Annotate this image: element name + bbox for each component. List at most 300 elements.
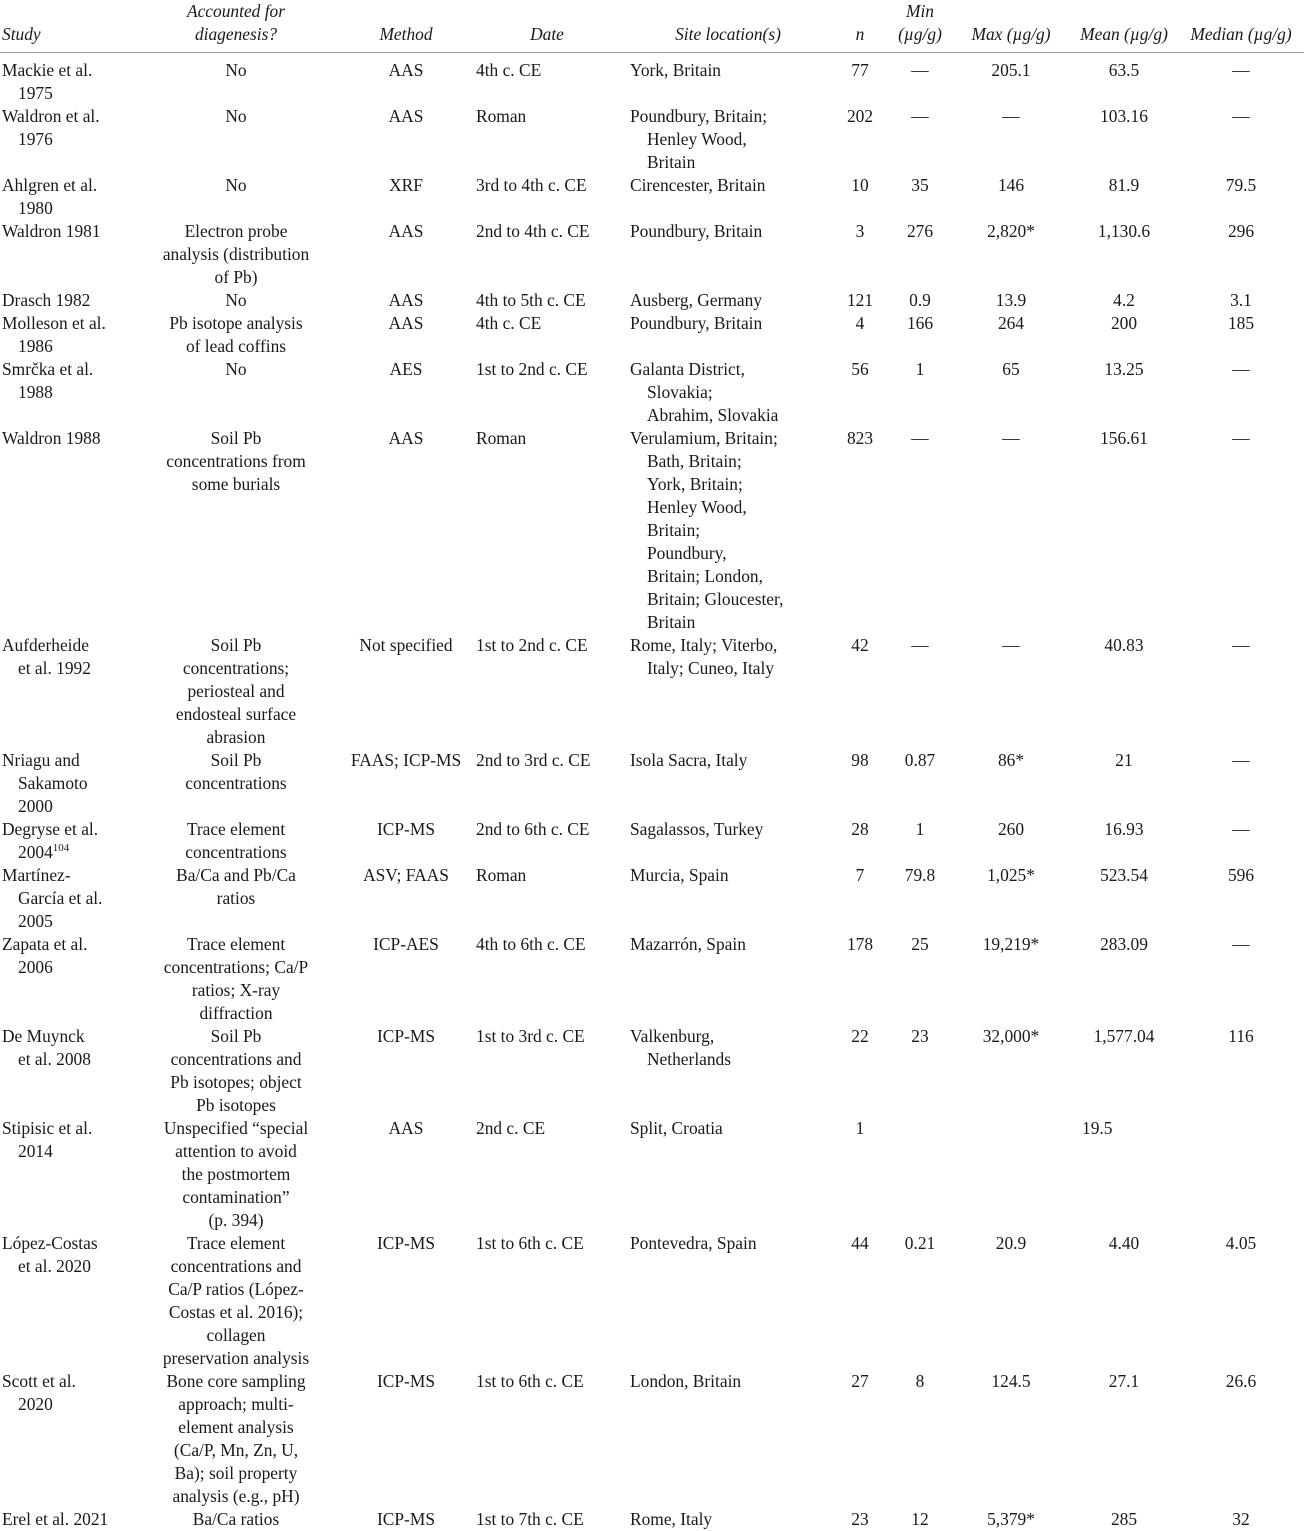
cell-site [624, 358, 832, 427]
study-line: 2014 [2, 1140, 130, 1163]
cell-method: AES [342, 358, 470, 427]
cell-min: 79.8 [888, 864, 952, 933]
site-line: Poundbury, Britain [630, 220, 832, 243]
cell-date: 1st to 7th c. CE [470, 1508, 624, 1531]
cell-min: 12 [888, 1508, 952, 1531]
accounted-line: Pb isotope analysis [130, 312, 342, 335]
site-line: Bath, Britain; [630, 450, 832, 473]
table-row [0, 933, 1304, 1025]
cell-min: 0.21 [888, 1232, 952, 1370]
cell-n: 3 [832, 220, 888, 289]
header-site: Site location(s) [624, 0, 832, 53]
cell-mean: 285 [1070, 1508, 1178, 1531]
cell-n: 56 [832, 358, 888, 427]
cell-mean: 27.1 [1070, 1370, 1178, 1508]
accounted-line: (p. 394) [130, 1209, 342, 1232]
cell-min: 35 [888, 174, 952, 220]
cell-n: 7 [832, 864, 888, 933]
accounted-line: element analysis [130, 1416, 342, 1439]
site-line: Galanta District, [630, 358, 832, 381]
accounted-line: of Pb) [130, 266, 342, 289]
cell-min: 0.87 [888, 749, 952, 818]
cell-site [624, 749, 832, 818]
cell-median: 32 [1178, 1508, 1304, 1531]
study-line: Stipisic et al. [2, 1117, 130, 1140]
accounted-line: No [130, 174, 342, 197]
cell-site [624, 427, 832, 634]
header-min-line: Min [888, 0, 952, 23]
accounted-line: concentrations and [130, 1048, 342, 1071]
accounted-line: some burials [130, 473, 342, 496]
header-min-line: (µg/g) [888, 23, 952, 46]
cell-date: 4th c. CE [470, 312, 624, 358]
accounted-line: Electron probe [130, 220, 342, 243]
cell-median: — [1178, 818, 1304, 864]
cell-median: 296 [1178, 220, 1304, 289]
cell-mean: 1,577.04 [1070, 1025, 1178, 1117]
accounted-line: endosteal surface [130, 703, 342, 726]
table-row [0, 53, 1304, 106]
cell-method: ICP-MS [342, 818, 470, 864]
cell-date: 3rd to 4th c. CE [470, 174, 624, 220]
cell-n: 10 [832, 174, 888, 220]
cell-method: ICP-MS [342, 1370, 470, 1508]
cell-date: Roman [470, 864, 624, 933]
cell-mean: 81.9 [1070, 174, 1178, 220]
cell-min: — [888, 634, 952, 749]
accounted-line: abrasion [130, 726, 342, 749]
accounted-line: analysis (distribution [130, 243, 342, 266]
cell-method: AAS [342, 427, 470, 634]
header-study: Study [0, 0, 130, 53]
cell-accounted [130, 289, 342, 312]
header-mean: Mean (µg/g) [1070, 0, 1178, 53]
header-max: Max (µg/g) [952, 0, 1070, 53]
table-body [0, 53, 1304, 1531]
cell-study [0, 818, 130, 864]
header-row [0, 0, 1304, 53]
cell-mean: 4.40 [1070, 1232, 1178, 1370]
cell-median [1178, 1117, 1304, 1232]
cell-max: 124.5 [952, 1370, 1070, 1508]
cell-site [624, 1232, 832, 1370]
cell-min: 166 [888, 312, 952, 358]
cell-min: 0.9 [888, 289, 952, 312]
header-accounted [130, 0, 342, 53]
table-row [0, 1508, 1304, 1531]
cell-study [0, 105, 130, 174]
table-row [0, 105, 1304, 174]
header-accounted-line: diagenesis? [130, 23, 342, 46]
cell-mean: 200 [1070, 312, 1178, 358]
cell-n: 42 [832, 634, 888, 749]
cell-accounted [130, 1117, 342, 1232]
accounted-line: of lead coffins [130, 335, 342, 358]
cell-min: 25 [888, 933, 952, 1025]
cell-study [0, 289, 130, 312]
cell-site [624, 1508, 832, 1531]
cell-max: 19,219* [952, 933, 1070, 1025]
study-line: Scott et al. [2, 1370, 130, 1393]
cell-study [0, 358, 130, 427]
cell-site [624, 1117, 832, 1232]
cell-accounted [130, 174, 342, 220]
cell-site [624, 864, 832, 933]
cell-median: — [1178, 427, 1304, 634]
study-line: 1976 [2, 128, 130, 151]
accounted-line: approach; multi- [130, 1393, 342, 1416]
study-line: Waldron 1988 [2, 427, 130, 450]
site-line: Poundbury, Britain [630, 312, 832, 335]
site-line: Cirencester, Britain [630, 174, 832, 197]
cell-study [0, 864, 130, 933]
cell-date: Roman [470, 427, 624, 634]
table-row [0, 1232, 1304, 1370]
site-line: Britain; London, [630, 565, 832, 588]
cell-min: 23 [888, 1025, 952, 1117]
cell-method: AAS [342, 312, 470, 358]
cell-max: 20.9 [952, 1232, 1070, 1370]
cell-median: 4.05 [1178, 1232, 1304, 1370]
site-line: Abrahim, Slovakia [630, 404, 832, 427]
accounted-line: collagen [130, 1324, 342, 1347]
site-line: Pontevedra, Spain [630, 1232, 832, 1255]
accounted-line: periosteal and [130, 680, 342, 703]
cell-study [0, 1508, 130, 1531]
site-line: York, Britain [630, 59, 832, 82]
table-row [0, 864, 1304, 933]
cell-min: 8 [888, 1370, 952, 1508]
site-line: Henley Wood, [630, 496, 832, 519]
header-median: Median (µg/g) [1178, 0, 1304, 53]
accounted-line: Trace element [130, 818, 342, 841]
cell-max: 86* [952, 749, 1070, 818]
accounted-line: Soil Pb [130, 634, 342, 657]
cell-n: 178 [832, 933, 888, 1025]
study-line: 1980 [2, 197, 130, 220]
cell-method: AAS [342, 1117, 470, 1232]
table-row [0, 818, 1304, 864]
cell-accounted [130, 749, 342, 818]
accounted-line: Trace element [130, 1232, 342, 1255]
header-n: n [832, 0, 888, 53]
cell-date: 4th to 5th c. CE [470, 289, 624, 312]
cell-max: 260 [952, 818, 1070, 864]
cell-max: — [952, 634, 1070, 749]
cell-median: — [1178, 634, 1304, 749]
site-line: Britain; [630, 519, 832, 542]
cell-accounted [130, 105, 342, 174]
study-line: García et al. [2, 887, 130, 910]
header-date: Date [470, 0, 624, 53]
cell-n: 823 [832, 427, 888, 634]
cell-mean: 21 [1070, 749, 1178, 818]
table-row [0, 1370, 1304, 1508]
accounted-line: concentrations from [130, 450, 342, 473]
header-accounted-line: Accounted for [130, 0, 342, 23]
cell-date: 1st to 2nd c. CE [470, 358, 624, 427]
study-line: Drasch 1982 [2, 289, 130, 312]
cell-study [0, 1232, 130, 1370]
accounted-line: the postmortem [130, 1163, 342, 1186]
accounted-line: Unspecified “special [130, 1117, 342, 1140]
accounted-line: ratios; X-ray [130, 979, 342, 1002]
cell-max: 13.9 [952, 289, 1070, 312]
cell-site [624, 933, 832, 1025]
cell-min: 1 [888, 818, 952, 864]
study-line: Aufderheide [2, 634, 130, 657]
cell-date: 1st to 6th c. CE [470, 1370, 624, 1508]
cell-study [0, 1117, 130, 1232]
cell-study [0, 53, 130, 106]
accounted-line: Ca/P ratios (López- [130, 1278, 342, 1301]
study-line: et al. 1992 [2, 657, 130, 680]
cell-max: 32,000* [952, 1025, 1070, 1117]
site-line: Britain [630, 151, 832, 174]
cell-accounted [130, 864, 342, 933]
study-line: Sakamoto [2, 772, 130, 795]
cell-date: 1st to 6th c. CE [470, 1232, 624, 1370]
accounted-line: contamination” [130, 1186, 342, 1209]
cell-n: 44 [832, 1232, 888, 1370]
table-row [0, 1025, 1304, 1117]
study-line: Mackie et al. [2, 59, 130, 82]
cell-median: — [1178, 53, 1304, 106]
cell-date: 4th to 6th c. CE [470, 933, 624, 1025]
table-row [0, 634, 1304, 749]
cell-accounted [130, 1025, 342, 1117]
site-line: London, Britain [630, 1370, 832, 1393]
accounted-line: Soil Pb [130, 1025, 342, 1048]
table-row [0, 312, 1304, 358]
cell-n: 1 [832, 1117, 888, 1232]
cell-method: AAS [342, 220, 470, 289]
accounted-line: concentrations; [130, 657, 342, 680]
cell-accounted [130, 358, 342, 427]
site-line: Poundbury, [630, 542, 832, 565]
study-line: Waldron 1981 [2, 220, 130, 243]
accounted-line: Trace element [130, 933, 342, 956]
accounted-line: concentrations [130, 841, 342, 864]
cell-max: 1,025* [952, 864, 1070, 933]
header-min [888, 0, 952, 53]
site-line: York, Britain; [630, 473, 832, 496]
study-line: 2005 [2, 910, 130, 933]
cell-n: 121 [832, 289, 888, 312]
cell-min: — [888, 427, 952, 634]
cell-site [624, 634, 832, 749]
cell-method: FAAS; ICP-MS [342, 749, 470, 818]
accounted-line: Ba); soil property [130, 1462, 342, 1485]
cell-method: ICP-AES [342, 933, 470, 1025]
study-line: López-Costas [2, 1232, 130, 1255]
study-line: Zapata et al. [2, 933, 130, 956]
study-line: et al. 2020 [2, 1255, 130, 1278]
accounted-line: Soil Pb [130, 749, 342, 772]
site-line: Valkenburg, [630, 1025, 832, 1048]
study-line: De Muynck [2, 1025, 130, 1048]
accounted-line: preservation analysis [130, 1347, 342, 1370]
accounted-line: Pb isotopes; object [130, 1071, 342, 1094]
cell-study [0, 312, 130, 358]
study-line: Molleson et al. [2, 312, 130, 335]
site-line: Italy; Cuneo, Italy [630, 657, 832, 680]
cell-site [624, 312, 832, 358]
cell-method: AAS [342, 53, 470, 106]
cell-median: — [1178, 933, 1304, 1025]
table-row [0, 358, 1304, 427]
cell-mean: 1,130.6 [1070, 220, 1178, 289]
cell-accounted [130, 1508, 342, 1531]
cell-n: 23 [832, 1508, 888, 1531]
cell-date: 2nd to 3rd c. CE [470, 749, 624, 818]
accounted-line: Ba/Ca and Pb/Ca [130, 864, 342, 887]
cell-date: 2nd to 6th c. CE [470, 818, 624, 864]
site-line: Poundbury, Britain; [630, 105, 832, 128]
cell-n: 77 [832, 53, 888, 106]
cell-accounted [130, 1232, 342, 1370]
site-line: Sagalassos, Turkey [630, 818, 832, 841]
site-line: Slovakia; [630, 381, 832, 404]
site-line: Britain [630, 611, 832, 634]
study-line: Waldron et al. [2, 105, 130, 128]
accounted-line: No [130, 59, 342, 82]
site-line: Split, Croatia [630, 1117, 832, 1140]
cell-study [0, 933, 130, 1025]
cell-method: AAS [342, 289, 470, 312]
study-line: Degryse et al. [2, 818, 130, 841]
cell-method: AAS [342, 105, 470, 174]
site-line: Britain; Gloucester, [630, 588, 832, 611]
cell-date: 4th c. CE [470, 53, 624, 106]
cell-max: — [952, 105, 1070, 174]
cell-study [0, 220, 130, 289]
accounted-line: Soil Pb [130, 427, 342, 450]
cell-method: ASV; FAAS [342, 864, 470, 933]
accounted-line: Pb isotopes [130, 1094, 342, 1117]
cell-site [624, 220, 832, 289]
cell-accounted [130, 220, 342, 289]
cell-median: 596 [1178, 864, 1304, 933]
cell-median: 116 [1178, 1025, 1304, 1117]
cell-accounted [130, 818, 342, 864]
cell-date: Roman [470, 105, 624, 174]
cell-accounted [130, 933, 342, 1025]
cell-method: ICP-MS [342, 1232, 470, 1370]
cell-date: 2nd to 4th c. CE [470, 220, 624, 289]
accounted-line: (Ca/P, Mn, Zn, U, [130, 1439, 342, 1462]
study-line: 1975 [2, 82, 130, 105]
site-line: Mazarrón, Spain [630, 933, 832, 956]
cell-site [624, 1025, 832, 1117]
cell-date: 2nd c. CE [470, 1117, 624, 1232]
study-line: Nriagu and [2, 749, 130, 772]
cell-median: 185 [1178, 312, 1304, 358]
cell-mean: 523.54 [1070, 864, 1178, 933]
accounted-line: concentrations; Ca/P [130, 956, 342, 979]
accounted-line: Ba/Ca ratios [130, 1508, 342, 1531]
cell-method: Not specified [342, 634, 470, 749]
study-line: et al. 2008 [2, 1048, 130, 1071]
cell-min: 1 [888, 358, 952, 427]
study-line: Erel et al. 2021 [2, 1508, 130, 1531]
cell-median: 79.5 [1178, 174, 1304, 220]
cell-study [0, 749, 130, 818]
reference-superscript: 104 [53, 842, 70, 854]
site-line: Isola Sacra, Italy [630, 749, 832, 772]
cell-date: 1st to 3rd c. CE [470, 1025, 624, 1117]
cell-method: XRF [342, 174, 470, 220]
study-line: Ahlgren et al. [2, 174, 130, 197]
site-line: Henley Wood, [630, 128, 832, 151]
study-line: 2000 [2, 795, 130, 818]
cell-accounted [130, 427, 342, 634]
table-row [0, 220, 1304, 289]
cell-max: 65 [952, 358, 1070, 427]
table-row [0, 174, 1304, 220]
cell-site [624, 105, 832, 174]
accounted-line: analysis (e.g., pH) [130, 1485, 342, 1508]
cell-n: 27 [832, 1370, 888, 1508]
cell-accounted [130, 312, 342, 358]
accounted-line: concentrations and [130, 1255, 342, 1278]
cell-study [0, 634, 130, 749]
cell-max: 264 [952, 312, 1070, 358]
site-line: Verulamium, Britain; [630, 427, 832, 450]
cell-date: 1st to 2nd c. CE [470, 634, 624, 749]
cell-site [624, 1370, 832, 1508]
cell-accounted [130, 634, 342, 749]
cell-mean: 4.2 [1070, 289, 1178, 312]
accounted-line: concentrations [130, 772, 342, 795]
cell-max: 205.1 [952, 53, 1070, 106]
cell-mean: 13.25 [1070, 358, 1178, 427]
cell-mean: 16.93 [1070, 818, 1178, 864]
cell-mean: 19.5 [1070, 1117, 1178, 1232]
cell-n: 28 [832, 818, 888, 864]
table-row [0, 1117, 1304, 1232]
study-line: Smrčka et al. [2, 358, 130, 381]
cell-n: 4 [832, 312, 888, 358]
accounted-line: Bone core sampling [130, 1370, 342, 1393]
cell-median: — [1178, 749, 1304, 818]
cell-min: 276 [888, 220, 952, 289]
cell-mean: 156.61 [1070, 427, 1178, 634]
cell-min: — [888, 105, 952, 174]
study-line [2, 841, 130, 864]
table-row [0, 427, 1304, 634]
cell-accounted [130, 53, 342, 106]
accounted-line: No [130, 358, 342, 381]
cell-study [0, 1025, 130, 1117]
site-line: Rome, Italy [630, 1508, 832, 1531]
cell-n: 202 [832, 105, 888, 174]
cell-site [624, 289, 832, 312]
cell-mean: 103.16 [1070, 105, 1178, 174]
cell-min: — [888, 53, 952, 106]
cell-site [624, 53, 832, 106]
cell-mean: 40.83 [1070, 634, 1178, 749]
cell-median: 3.1 [1178, 289, 1304, 312]
accounted-line: Costas et al. 2016); [130, 1301, 342, 1324]
cell-study [0, 427, 130, 634]
study-line: Martínez- [2, 864, 130, 887]
cell-n: 98 [832, 749, 888, 818]
cell-median: 26.6 [1178, 1370, 1304, 1508]
accounted-line: attention to avoid [130, 1140, 342, 1163]
study-line: 1986 [2, 335, 130, 358]
accounted-line: No [130, 105, 342, 128]
